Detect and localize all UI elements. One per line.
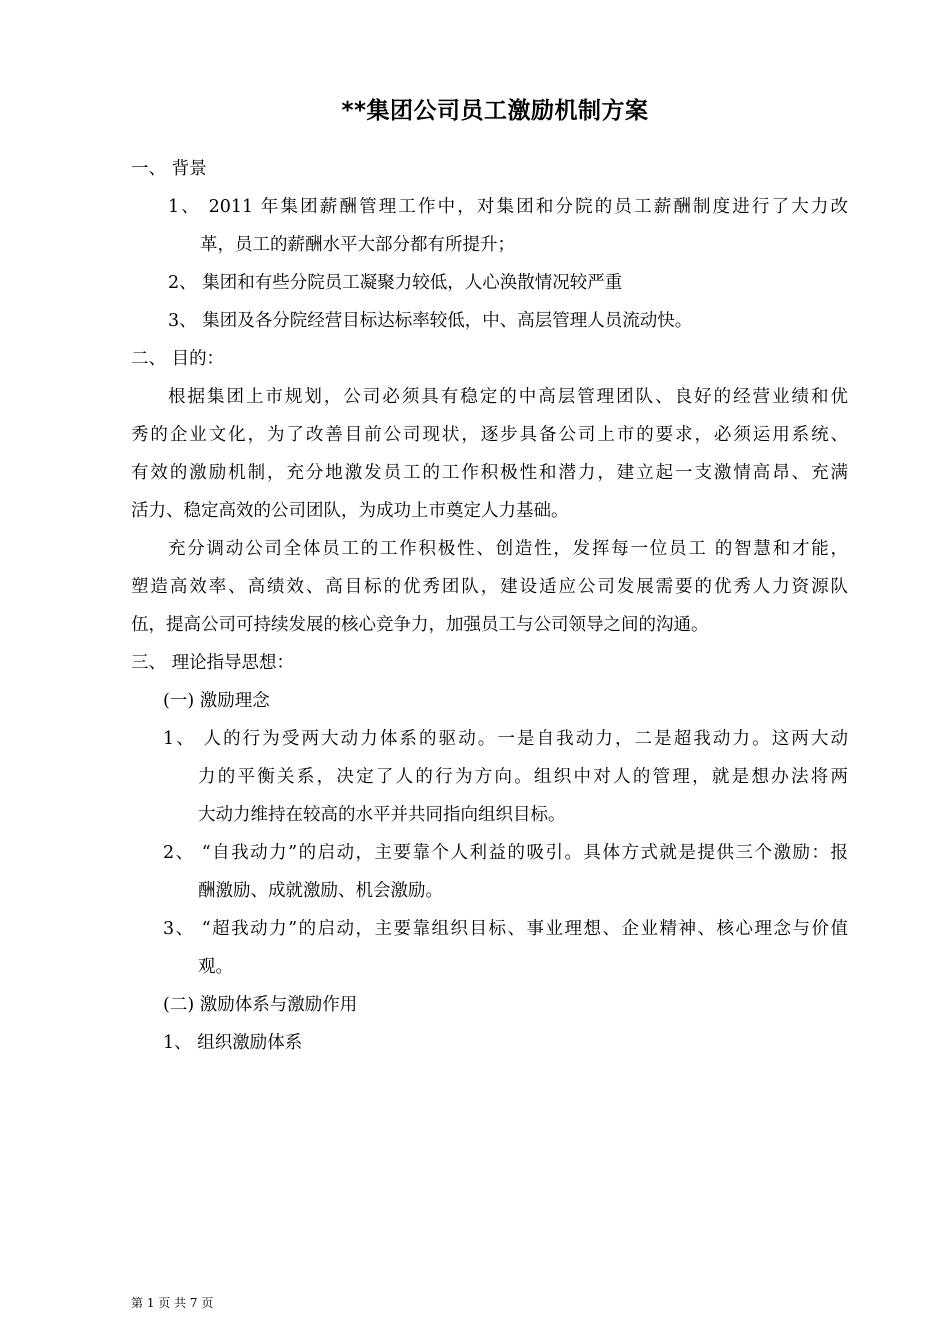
list-item-text: 革，员工的薪酬水平大部分都有所提升； [200,235,515,255]
section-heading-theory: 三、 理论指导思想： [131,653,295,673]
list-item-text: 1、 组织激励体系 [163,1033,303,1053]
list-item-text: 观。 [198,957,233,977]
document-title: **集团公司员工激励机制方案 [341,98,649,124]
list-item-text: 大动力维持在较高的水平并共同指向组织目标。 [198,805,566,825]
list-item-text: 3、 “超我动力”的启动，主要靠组织目标、事业理想、企业精神、核心理念与价值 [163,919,848,939]
list-item-text: 1、 人的行为受两大动力体系的驱动。一是自我动力，二是超我动力。这两大动 [163,729,848,749]
list-item-text: 2、 集团和有些分院员工凝聚力较低，人心涣散情况较严重 [168,273,623,293]
paragraph-line: 充分调动公司全体员工的工作积极性、创造性，发挥每一位员工 的智慧和才能， [168,539,848,559]
list-item-text: 3、 集团及各分院经营目标达标率较低，中、高层管理人员流动快。 [168,311,693,331]
paragraph-line: 活力、稳定高效的公司团队，为成功上市奠定人力基础。 [131,501,569,521]
section-heading-background: 一、 背景 [131,159,207,179]
paragraph-line: 塑造高效率、高绩效、高目标的优秀团队，建设适应公司发展需要的优秀人力资源队 [131,577,848,597]
list-item-text: 酬激励、成就激励、机会激励。 [198,881,443,901]
list-item-text: 力的平衡关系，决定了人的行为方向。组织中对人的管理，就是想办法将两 [198,767,848,787]
list-item-text: 2、 “自我动力”的启动，主要靠个人利益的吸引。具体方式就是提供三个激励：报 [163,843,848,863]
page-number-footer: 第 1 页 共 7 页 [131,1296,214,1310]
paragraph-line: 伍，提高公司可持续发展的核心竞争力，加强员工与公司领导之间的沟通。 [131,615,709,635]
section-heading-purpose: 二、 目的： [131,349,225,369]
paragraph-line: 秀的企业文化，为了改善目前公司现状，逐步具备公司上市的要求，必须运用系统、 [131,425,848,445]
paragraph-line: 有效的激励机制，充分地激发员工的工作积极性和潜力，建立起一支激情高昂、充满 [131,463,848,483]
subsection-heading: (二) 激励体系与激励作用 [163,995,358,1015]
list-item-text: 1、 2011 年集团薪酬管理工作中，对集团和分院的员工薪酬制度进行了大力改 [168,197,848,217]
subsection-heading: (一) 激励理念 [163,691,270,711]
paragraph-line: 根据集团上市规划，公司必须具有稳定的中高层管理团队、良好的经营业绩和优 [168,387,848,407]
